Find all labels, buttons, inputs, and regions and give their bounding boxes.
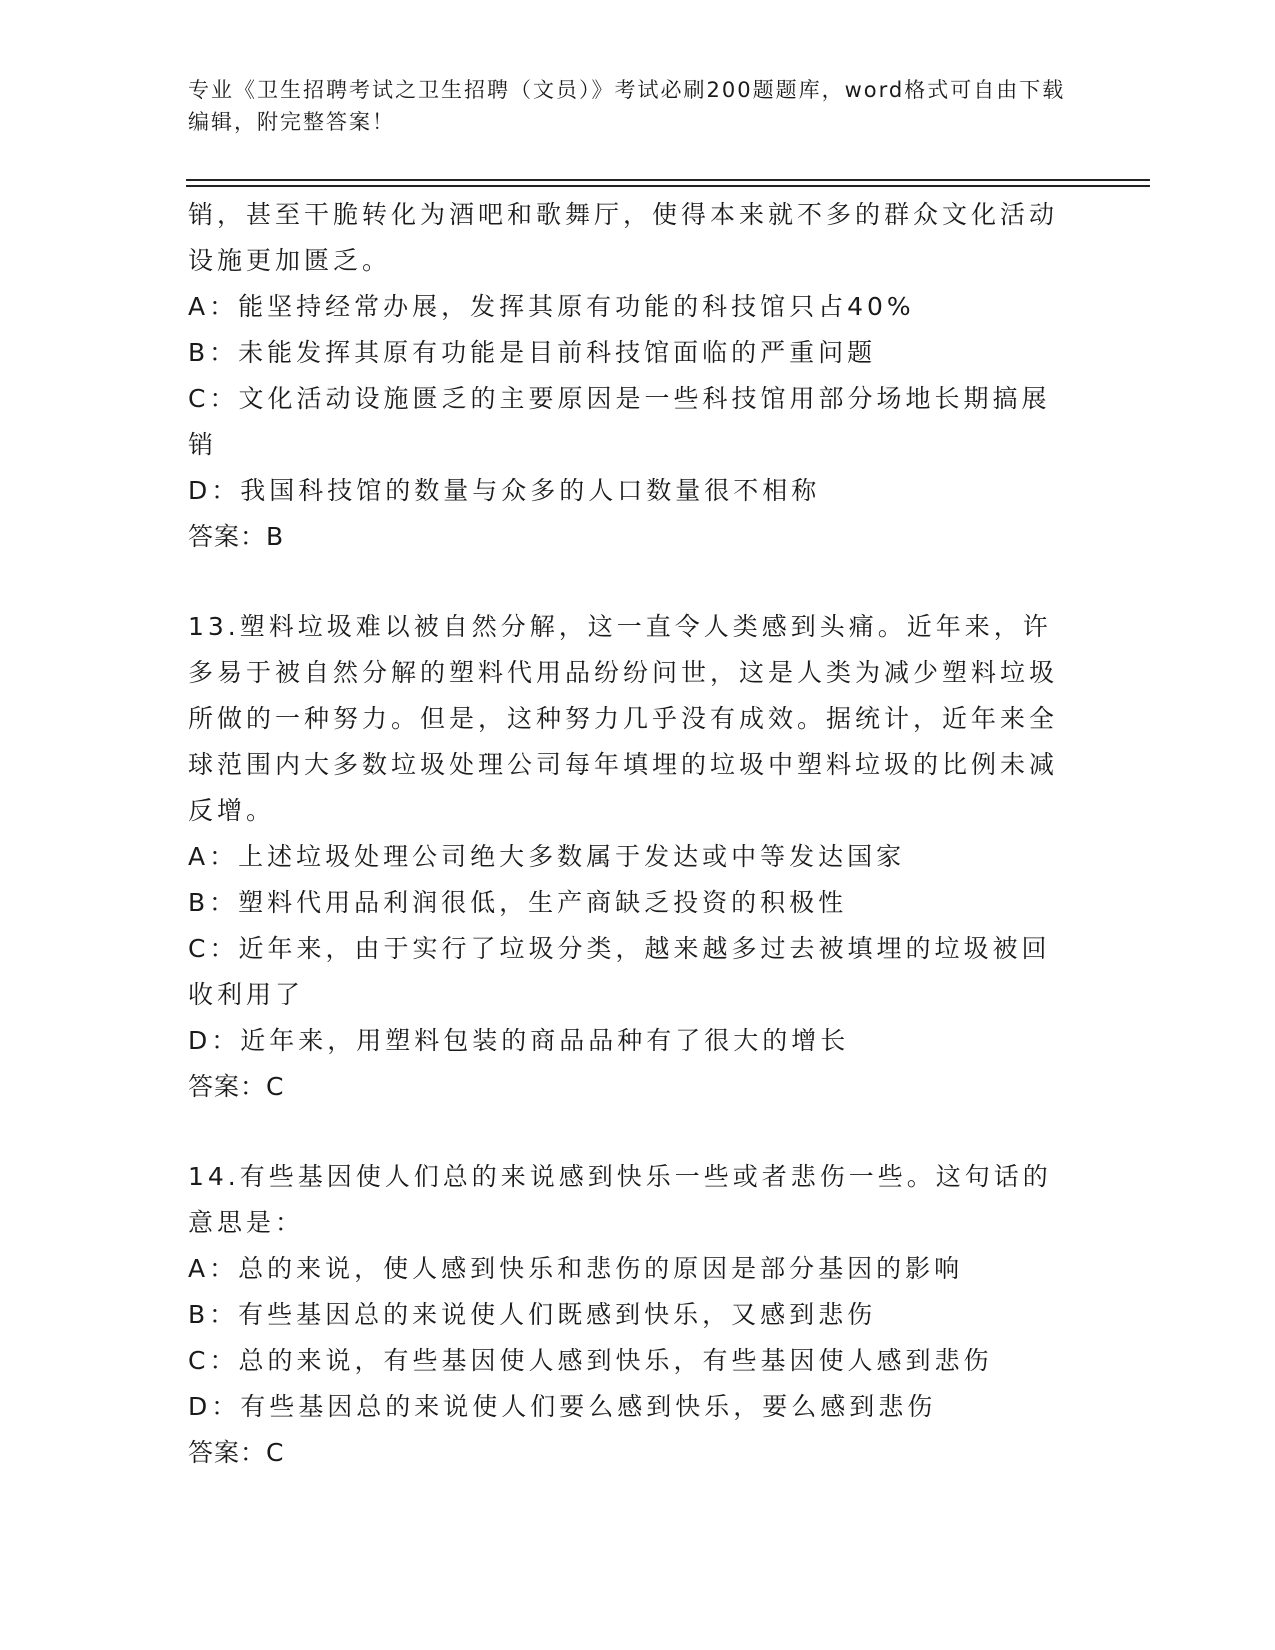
question-gap <box>188 560 1068 604</box>
answer-line: 答案：C <box>188 1072 285 1101</box>
header-rule-top <box>186 179 1150 181</box>
option-d: D：我国科技馆的数量与众多的人口数量很不相称 <box>188 476 821 505</box>
option-a: A：能坚持经常办展，发挥其原有功能的科技馆只占40% <box>188 292 915 321</box>
question-stem-continuation: 销，甚至干脆转化为酒吧和歌舞厅，使得本来就不多的群众文化活动设施更加匮乏。 <box>188 200 1059 275</box>
question-stem: 13.塑料垃圾难以被自然分解，这一直令人类感到头痛。近年来，许多易于被自然分解的塑料代用品纷纷问世，这是人类为减少塑料垃圾所做的一种努力。但是，这种努力几乎没有成效。据统计，近年来全球范围内大多数垃圾处理公司每年填埋的垃圾中塑料垃圾的比例未减反增。 <box>188 612 1059 825</box>
option-c: C：近年来，由于实行了垃圾分类，越来越多过去被填埋的垃圾被回收利用了 <box>188 934 1051 1009</box>
document-header: 专业《卫生招聘考试之卫生招聘（文员）》考试必刷200题题库，word格式可自由下载编辑，附完整答案！ <box>188 78 1066 134</box>
document-body <box>188 192 1068 1476</box>
question-14 <box>188 1154 1068 1476</box>
question-13 <box>188 604 1068 1110</box>
option-b: B：未能发挥其原有功能是目前科技馆面临的严重问题 <box>188 338 877 367</box>
option-b: B：塑料代用品利润很低，生产商缺乏投资的积极性 <box>188 888 848 917</box>
header-rule-bottom <box>186 185 1150 187</box>
answer-line: 答案：C <box>188 1438 285 1467</box>
option-a: A：总的来说，使人感到快乐和悲伤的原因是部分基因的影响 <box>188 1254 964 1283</box>
option-d: D：近年来，用塑料包装的商品品种有了很大的增长 <box>188 1026 850 1055</box>
question-gap <box>188 1110 1068 1154</box>
question-12 <box>188 192 1068 560</box>
option-c: C：总的来说，有些基因使人感到快乐，有些基因使人感到悲伤 <box>188 1346 993 1375</box>
option-a: A：上述垃圾处理公司绝大多数属于发达或中等发达国家 <box>188 842 906 871</box>
option-d: D：有些基因总的来说使人们要么感到快乐，要么感到悲伤 <box>188 1392 937 1421</box>
option-c: C：文化活动设施匮乏的主要原因是一些科技馆用部分场地长期搞展销 <box>188 384 1051 459</box>
option-b: B：有些基因总的来说使人们既感到快乐，又感到悲伤 <box>188 1300 877 1329</box>
question-stem: 14.有些基因使人们总的来说感到快乐一些或者悲伤一些。这句话的意思是： <box>188 1162 1052 1237</box>
answer-line: 答案：B <box>188 522 285 551</box>
